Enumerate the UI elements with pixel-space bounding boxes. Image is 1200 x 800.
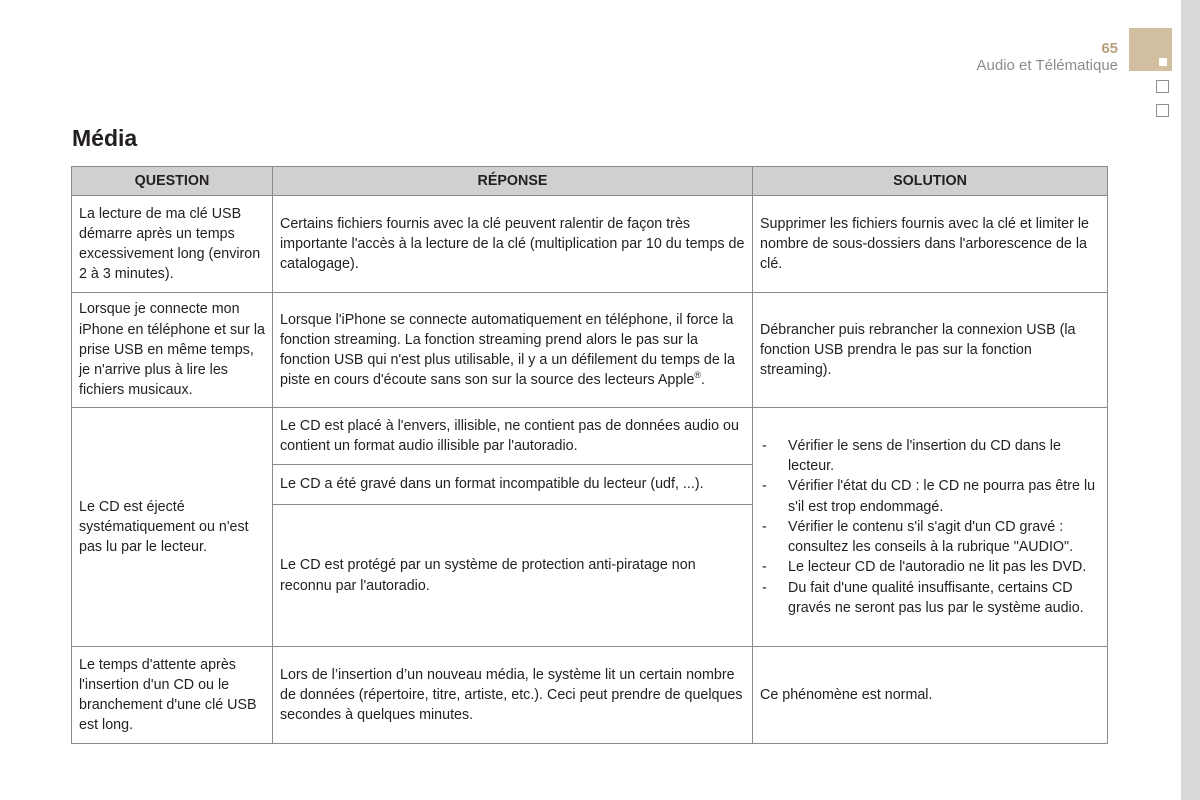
list-item: - Vérifier l'état du CD : le CD ne pourra pas être lu s'il est trop endommagé.: [760, 476, 1101, 516]
table-header-row: [72, 167, 1108, 196]
square-icon: [1159, 58, 1167, 66]
list-item: - Vérifier le contenu s'il s'agit d'un CD gravé : consultez les conseils à la rubrique "AUDIO".: [760, 517, 1101, 557]
answer-cell: Le CD a été gravé dans un format incompatible du lecteur (udf, ...).: [273, 465, 753, 505]
list-item: - Vérifier le sens de l'insertion du CD dans le lecteur.: [760, 436, 1101, 476]
solution-cell: Ce phénomène est normal.: [753, 647, 1108, 744]
solution-cell: Débrancher puis rebrancher la connexion USB (la fonction USB prendra le pas sur la fonction streaming).: [753, 293, 1108, 408]
solution-cell: [753, 408, 1108, 647]
list-item: - Du fait d'une qualité insuffisante, certains CD gravés ne seront pas lus par le système audio.: [760, 578, 1101, 618]
chapter-tab[interactable]: [1156, 104, 1169, 117]
table-row: [72, 408, 1108, 465]
question-cell: La lecture de ma clé USB démarre après un temps excessivement long (environ 2 à 3 minutes).: [72, 196, 273, 293]
solution-list: [760, 436, 1101, 618]
column-header-solution: SOLUTION: [753, 167, 1108, 196]
registered-mark: ®: [694, 370, 702, 381]
question-cell: Lorsque je connecte mon iPhone en téléphone et sur la prise USB en même temps, je n'arrive plus à lire les fichiers musicaux.: [72, 293, 273, 408]
question-cell: Le temps d'attente après l'insertion d'un CD ou le branchement d'une clé USB est long.: [72, 647, 273, 744]
table-row: [72, 293, 1108, 408]
answer-end: .: [701, 372, 706, 389]
column-header-answer: RÉPONSE: [273, 167, 753, 196]
table-row: [72, 647, 1108, 744]
page-number: 65: [1101, 40, 1118, 57]
table-row: [72, 196, 1108, 293]
chapter-tab-active[interactable]: [1129, 28, 1172, 71]
column-header-question: QUESTION: [72, 167, 273, 196]
chapter-tab[interactable]: [1156, 80, 1169, 93]
answer-cell: Certains fichiers fournis avec la clé peuvent ralentir de façon très importante l'accès à la lecture de la clé (multiplication par 10 du temps de catalogage).: [273, 196, 753, 293]
question-cell: Le CD est éjecté systématiquement ou n'est pas lu par le lecteur.: [72, 408, 273, 647]
answer-cell: [273, 293, 753, 408]
answer-cell: Le CD est protégé par un système de protection anti-piratage non reconnu par l'autoradio.: [273, 505, 753, 647]
answer-cell: Le CD est placé à l'envers, illisible, ne contient pas de données audio ou contient un format audio illisible par l'autoradio.: [273, 408, 753, 465]
answer-text: Lorsque l'iPhone se connecte automatiquement en téléphone, il force la fonction streaming. La fonction streaming prend alors le pas sur la fonction USB qui n'est plus utilisable, il y a un défilement du temps de la piste en cours d'écoute sans son sur la source des lecteurs Apple: [280, 311, 735, 389]
page-heading: Média: [72, 125, 138, 151]
solution-cell: Supprimer les fichiers fournis avec la clé et limiter le nombre de sous-dossiers dans l'arborescence de la clé.: [753, 196, 1108, 293]
section-title: Audio et Télématique: [976, 57, 1118, 74]
list-item: - Le lecteur CD de l'autoradio ne lit pas les DVD.: [760, 557, 1101, 577]
page-edge-bar: [1181, 0, 1200, 800]
faq-table: [71, 166, 1108, 744]
answer-cell: Lors de l’insertion d’un nouveau média, le système lit un certain nombre de données (répertoire, titre, artiste, etc.). Ceci peut prendre de quelques secondes à quelques minutes.: [273, 647, 753, 744]
